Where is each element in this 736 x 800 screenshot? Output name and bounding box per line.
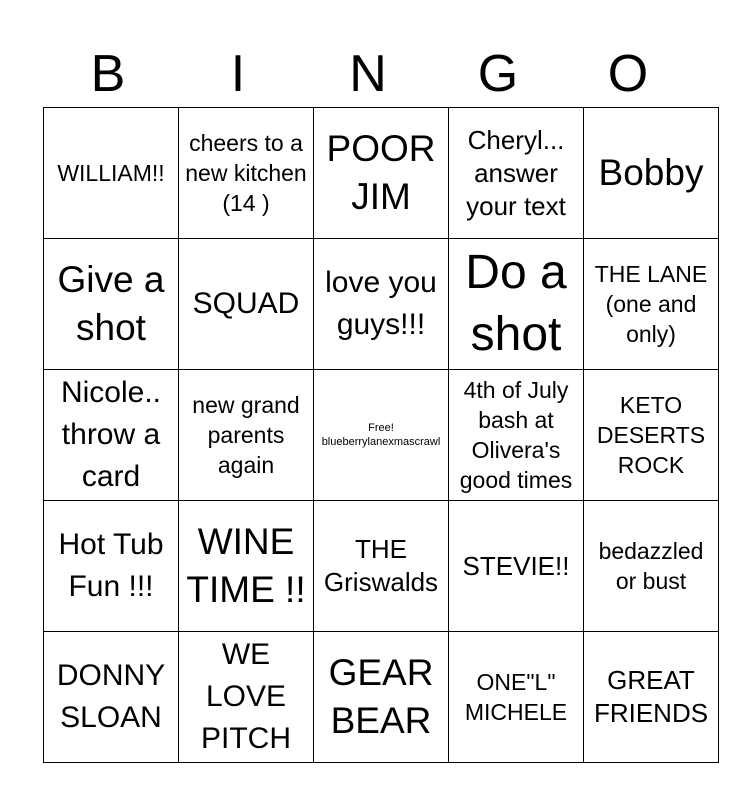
cell-label: DONNY SLOAN — [56, 659, 166, 734]
cell-label: GREAT FRIENDS — [593, 665, 709, 728]
bingo-cell[interactable] — [179, 108, 314, 239]
bingo-cell[interactable] — [584, 239, 719, 370]
bingo-cell[interactable] — [449, 108, 584, 239]
bingo-board — [43, 107, 719, 763]
bingo-cell[interactable] — [584, 370, 719, 501]
cell-label: Cheryl... answer your text — [466, 124, 566, 221]
cell-label: new grand parents again — [192, 392, 300, 478]
cell-label: Hot Tub Fun !!! — [58, 528, 164, 603]
cell-label: THE LANE (one and only) — [594, 261, 708, 347]
cell-label: Bobby — [598, 152, 704, 193]
header-letter-b: B — [90, 45, 126, 103]
cell-label: love you guys!!! — [325, 266, 437, 341]
cell-label: bedazzled or bust — [598, 538, 704, 594]
bingo-cell[interactable] — [584, 632, 719, 763]
bingo-cell[interactable] — [314, 239, 449, 370]
bingo-cell[interactable] — [449, 370, 584, 501]
bingo-cell[interactable] — [44, 108, 179, 239]
cell-label: THE Griswalds — [323, 534, 439, 597]
board-row — [44, 632, 719, 763]
cell-label: 4th of July bash at Olivera's good times — [459, 377, 573, 493]
bingo-cell[interactable] — [44, 501, 179, 632]
bingo-cell[interactable] — [179, 632, 314, 763]
header-letter-g: G — [477, 45, 519, 103]
cell-label: SQUAD — [192, 287, 300, 320]
cell-label: STEVIE!! — [462, 550, 570, 581]
board-row — [44, 108, 719, 239]
header-letter-n: N — [349, 45, 387, 103]
bingo-cell[interactable] — [584, 108, 719, 239]
cell-label: Do a shot — [465, 246, 567, 361]
cell-label: cheers to a new kitchen (14 ) — [185, 130, 307, 216]
board-row — [44, 239, 719, 370]
bingo-cell[interactable] — [44, 239, 179, 370]
cell-label: POOR JIM — [326, 128, 436, 217]
bingo-cell[interactable] — [314, 632, 449, 763]
cell-label: WILLIAM!! — [57, 160, 165, 186]
board-row — [44, 370, 719, 501]
cell-label: WE LOVE PITCH — [201, 638, 291, 755]
board-row — [44, 501, 719, 632]
free-space-label: Free! blueberrylanexmascrawl — [321, 422, 441, 448]
cell-label: Nicole.. throw a card — [60, 376, 162, 493]
cell-label: GEAR BEAR — [328, 652, 434, 741]
bingo-cell[interactable] — [179, 501, 314, 632]
bingo-cell[interactable] — [584, 501, 719, 632]
bingo-cell[interactable] — [314, 501, 449, 632]
bingo-cell[interactable] — [314, 108, 449, 239]
header-letter-o: O — [607, 45, 649, 103]
cell-label: KETO DESERTS ROCK — [596, 392, 706, 478]
header-letter-i: I — [230, 45, 246, 103]
bingo-cell[interactable] — [449, 632, 584, 763]
cell-label: Give a shot — [57, 259, 165, 348]
bingo-cell[interactable] — [449, 239, 584, 370]
bingo-header — [43, 40, 693, 108]
bingo-cell[interactable] — [179, 239, 314, 370]
bingo-cell[interactable] — [44, 632, 179, 763]
cell-label: WINE TIME !! — [186, 521, 306, 610]
free-space-cell[interactable] — [314, 370, 449, 501]
bingo-cell[interactable] — [44, 370, 179, 501]
cell-label: ONE"L" MICHELE — [464, 669, 568, 725]
bingo-cell[interactable] — [179, 370, 314, 501]
bingo-cell[interactable] — [449, 501, 584, 632]
